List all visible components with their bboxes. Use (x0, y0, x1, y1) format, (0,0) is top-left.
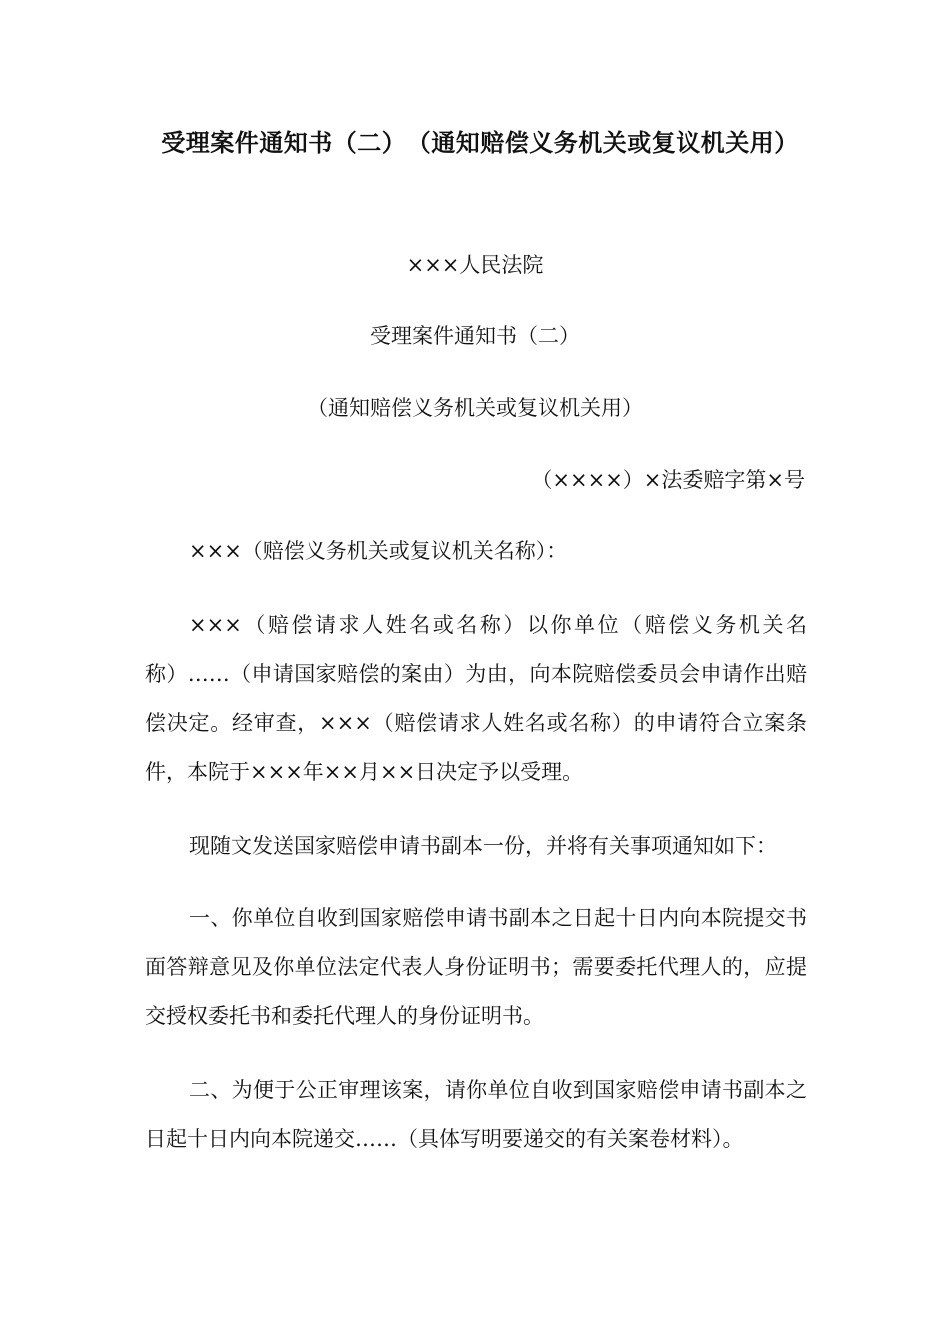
body-paragraph-notice-intro: 现随文发送国家赔偿申请书副本一份，并将有关事项通知如下： (189, 834, 777, 858)
body-paragraph-item-two: 二、为便于公正审理该案，请你单位自收到国家赔偿申请书副本之日起十日内向本院递交……（具体写明要递交的有关案卷材料）。 (145, 1078, 807, 1151)
addressee-line: ×××（赔偿义务机关或复议机关名称）： (189, 539, 568, 563)
notice-usage-note: （通知赔偿义务机关或复议机关用） (307, 396, 643, 420)
notice-subtitle: 受理案件通知书（二） (370, 324, 580, 348)
body-paragraph-acceptance: ×××（赔偿请求人姓名或名称）以你单位（赔偿义务机关名称）……（申请国家赔偿的案由）为由，向本院赔偿委员会申请作出赔偿决定。经审查，×××（赔偿请求人姓名或名称）的申请符合立案条件，本院于×××年××月××日决定予以受理。 (145, 613, 807, 784)
court-name: ×××人民法院 (406, 253, 544, 277)
document-title: 受理案件通知书（二） （通知赔偿义务机关或复议机关用） (161, 128, 799, 157)
case-number: （××××）×法委赔字第×号 (531, 468, 805, 492)
body-paragraph-item-one: 一、你单位自收到国家赔偿申请书副本之日起十日内向本院提交书面答辩意见及你单位法定代表人身份证明书；需要委托代理人的，应提交授权委托书和委托代理人的身份证明书。 (145, 906, 807, 1028)
